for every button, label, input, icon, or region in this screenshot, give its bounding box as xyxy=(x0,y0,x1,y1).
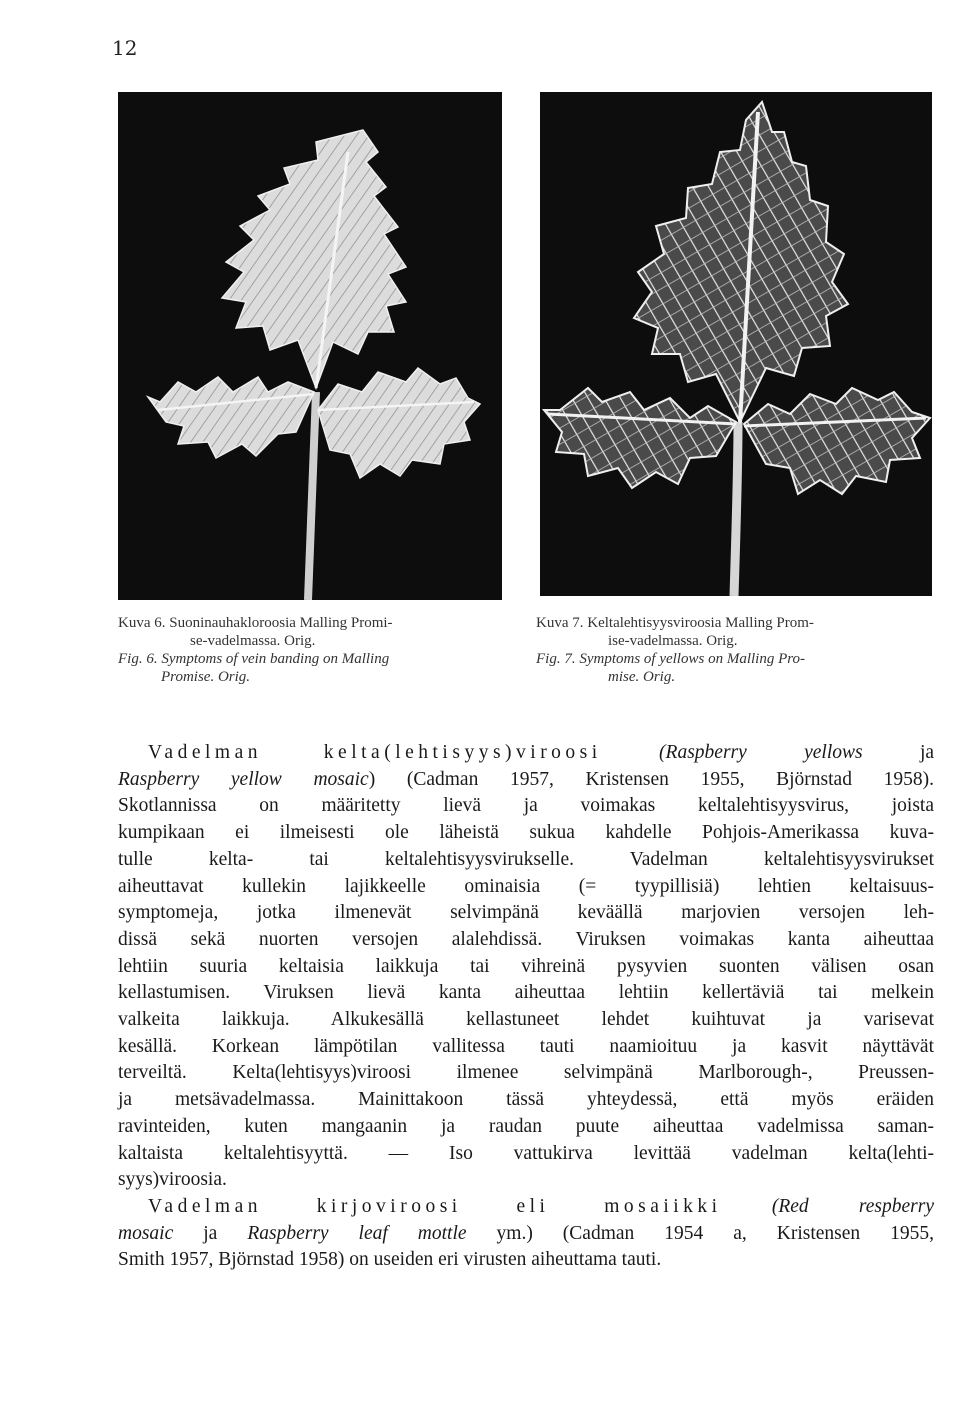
body-line: ja metsävadelmassa. Mainittakoon tässä yhteydessä, että myös eräiden xyxy=(118,1089,934,1111)
body-line: Smith 1957, Björnstad 1958) on useiden eri virusten aiheuttama tauti. xyxy=(118,1249,662,1271)
caption-7-fi-line2: ise-vadelmassa. Orig. xyxy=(608,633,738,649)
body-line: aiheuttavat kullekin lajikkeelle ominaisia (= tyypillisiä) lehtien keltaisuus- xyxy=(118,875,934,897)
caption-6-fi-line2: se-vadelmassa. Orig. xyxy=(190,633,316,649)
caption-7-en-line2: mise. Orig. xyxy=(608,669,676,685)
page-number: 12 xyxy=(112,36,138,60)
body-line: mosaic ja Raspberry leaf mottle ym.) (Cadman 1954 a, Kristensen 1955, xyxy=(118,1222,935,1244)
body-line: symptomeja, jotka ilmenevät selvimpänä keväällä marjovien versojen leh- xyxy=(118,902,934,924)
body-line: syys)viroosia. xyxy=(118,1169,227,1191)
figure-7-photo xyxy=(540,92,932,596)
caption-7-fi-line1: Kuva 7. Keltalehtisyysviroosia Malling Prom- xyxy=(536,615,814,631)
section-heading-mosaic: Vadelman kirjoviroosi eli mosaiikki xyxy=(148,1195,722,1217)
body-line: Raspberry yellow mosaic) (Cadman 1957, Kristensen 1955, Björnstad 1958). xyxy=(118,768,934,790)
caption-7-en-line1: Fig. 7. Symptoms of yellows on Malling Pro- xyxy=(536,651,806,667)
body-line: ravinteiden, kuten mangaanin ja raudan puute aiheuttaa vadelmissa saman- xyxy=(118,1115,934,1137)
caption-6-en-line1: Fig. 6. Symptoms of vein banding on Malling xyxy=(118,651,390,667)
body-line: Skotlannissa on määritetty lievä ja voimakas keltalehtisyysvirus, joista xyxy=(118,795,934,817)
section-heading-yellows: Vadelman kelta(lehtisyys)viroosi xyxy=(148,742,602,763)
leaf-vein-banding-image xyxy=(118,92,502,600)
body-line: kesällä. Korkean lämpötilan vallitessa tauti naamioituu ja kasvit näyttävät xyxy=(118,1035,934,1057)
body-line: kaltaista keltalehtisyyttä. — Iso vattukirva levittää vadelman kelta(lehti- xyxy=(118,1142,934,1164)
body-line: kellastumisen. Viruksen lievä kanta aiheuttaa lehtiin kellertäviä tai melkein xyxy=(118,982,934,1004)
body-line: valkeita laikkuja. Alkukesällä kellastuneet lehdet kuihtuvat ja varisevat xyxy=(118,1009,934,1031)
caption-6-fi-line1: Kuva 6. Suoninauhakloroosia Malling Promi- xyxy=(118,615,393,631)
body-line: Vadelman kirjoviroosi eli mosaiikki (Red respberry xyxy=(148,1195,935,1217)
caption-6-en-line2: Promise. Orig. xyxy=(161,669,251,685)
leaf-yellows-image xyxy=(540,92,932,596)
body-line: kumpikaan ei ilmeisesti ole läheistä sukua kahdelle Pohjois-Amerikassa kuva- xyxy=(118,822,934,844)
figure-6-caption xyxy=(118,614,502,686)
body-line: Vadelman kelta(lehtisyys)viroosi (Raspberry yellows ja xyxy=(148,742,935,763)
figure-6-photo xyxy=(118,92,502,600)
body-line: tulle kelta- tai keltalehtisyysvirukselle. Vadelman keltalehtisyysvirukset xyxy=(118,848,934,870)
body-line: lehtiin suuria keltaisia laikkuja tai vihreinä pysyvien suonten välisen osan xyxy=(118,955,934,977)
figure-7-caption xyxy=(536,614,936,686)
body-line: dissä sekä nuorten versojen alalehdissä. Viruksen voimakas kanta aiheuttaa xyxy=(118,928,934,950)
body-line: terveiltä. Kelta(lehtisyys)viroosi ilmenee selvimpänä Marlborough-, Preussen- xyxy=(118,1062,934,1084)
body-text xyxy=(118,740,934,1274)
